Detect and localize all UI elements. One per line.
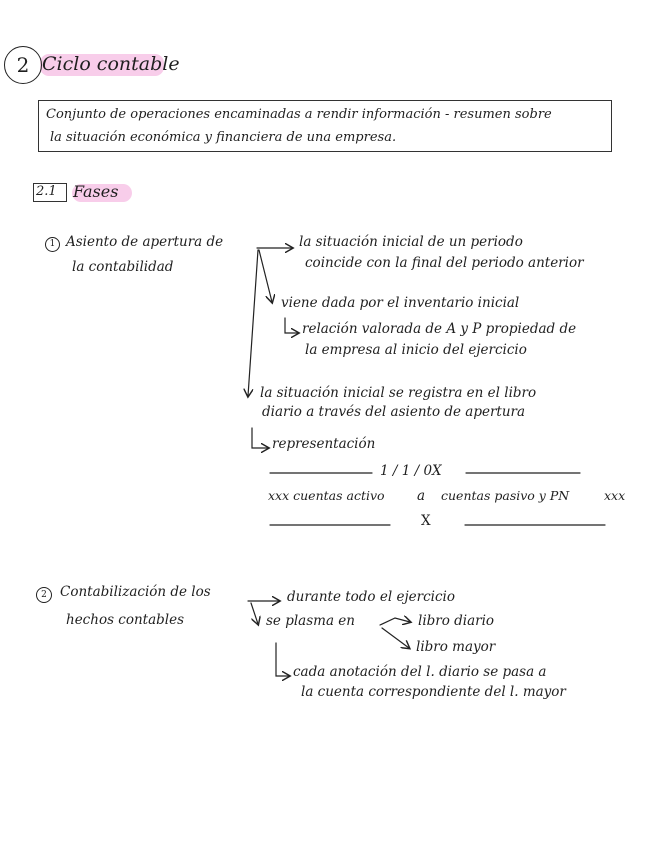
phase1-arrow-2 (259, 250, 272, 302)
phase2-book-arrow-1 (380, 618, 410, 625)
entry-credit-amount: xxx (604, 488, 626, 503)
phase1-number: 1 (49, 239, 56, 249)
phase1-branch1-line-2: coincide con la final del periodo anterior (305, 255, 584, 271)
subsection-number: 2.1 (36, 184, 57, 199)
entry-connector: a (417, 488, 426, 504)
phase2-book-arrow-2 (382, 628, 409, 648)
entry-date: 1 / 1 / 0X (380, 463, 442, 479)
phase2-branch1: durante todo el ejercicio (287, 589, 455, 605)
phase2-branch3-arrow (276, 643, 289, 676)
phase1-branch3-line-1: la situación inicial se registra en el libro (260, 385, 537, 401)
phase1-title-line-1: Asiento de apertura de (66, 234, 224, 250)
phase2-arrow-2 (251, 603, 258, 624)
phase2-branch2: se plasma en (266, 613, 355, 629)
phase2-title-line-2: hechos contables (66, 612, 185, 628)
entry-credit: cuentas pasivo y PN (441, 488, 570, 503)
entry-debit: xxx cuentas activo (268, 488, 385, 503)
definition-line-1: Conjunto de operaciones encaminadas a rendir información - resumen sobre (46, 107, 552, 122)
phase2-title-line-1: Contabilización de los (60, 584, 211, 600)
phase2-branch3-line-1: cada anotación del l. diario se pasa a (293, 664, 547, 680)
phase2-book2: libro mayor (416, 639, 496, 655)
phase2-number: 2 (41, 590, 47, 600)
phase1-branch2-sub-line-1: relación valorada de A y P propiedad de (302, 321, 577, 337)
phase1-branch2: viene dada por el inventario inicial (281, 295, 520, 311)
phase1-arrow-3 (248, 250, 258, 396)
phase1-representation-arrow (252, 428, 268, 448)
phase2-branch3-line-2: la cuenta correspondiente del l. mayor (301, 684, 566, 700)
entry-separator: X (421, 513, 431, 529)
phase1-branch1-line-1: la situación inicial de un periodo (299, 234, 523, 250)
definition-line-2: la situación económica y financiera de una empresa. (50, 130, 397, 145)
section-title: Ciclo contable (42, 53, 180, 75)
subsection-title: Fases (73, 182, 119, 201)
phase1-title-line-2: la contabilidad (72, 259, 174, 275)
phase1-branch3-line-2: diario a través del asiento de apertura (262, 404, 526, 420)
phase1-representation: representación (272, 436, 376, 452)
section-number: 2 (16, 53, 30, 77)
phase1-sub-arrow (285, 318, 298, 333)
phase2-book1: libro diario (418, 613, 495, 629)
phase1-branch2-sub-line-2: la empresa al inicio del ejercicio (305, 342, 527, 358)
